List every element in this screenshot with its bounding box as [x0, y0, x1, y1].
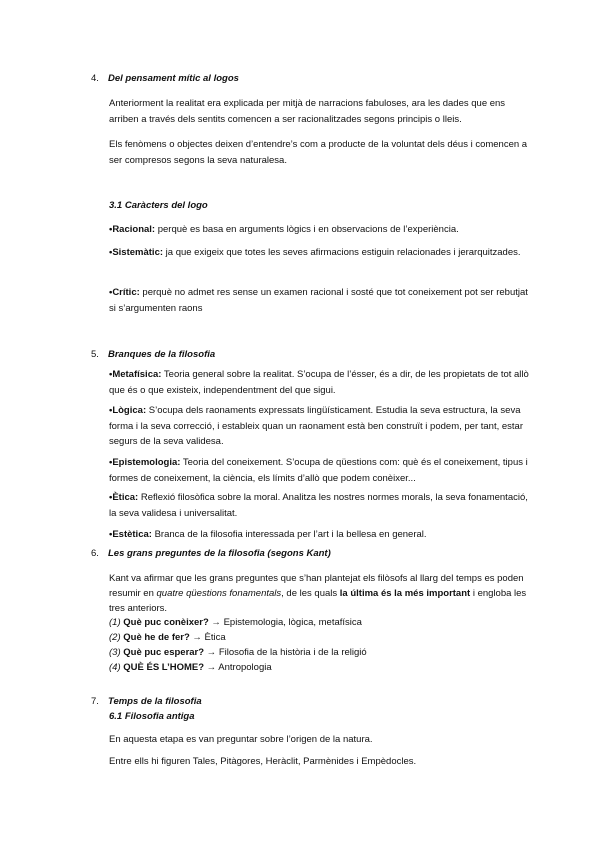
- section-6-heading: [91, 548, 331, 559]
- section-7-heading: [91, 696, 202, 707]
- item-label: •Crític:: [109, 287, 140, 298]
- item-text: perquè es basa en arguments lògics i en observacions de l’experiència.: [155, 224, 459, 235]
- question-text: QUÈ ÉS L’HOME?: [123, 662, 205, 673]
- section-number: 6.: [91, 548, 99, 559]
- section-title: Les grans preguntes de la filosofia (segons Kant): [108, 548, 331, 559]
- section-4-heading: [91, 73, 239, 84]
- question-number: (2): [109, 632, 121, 643]
- item-text: ja que exigeix que totes les seves afirmacions estiguin relacionades i jerarquitzades.: [163, 247, 521, 258]
- item-label: •Metafísica:: [109, 369, 162, 380]
- paragraph: En aquesta etapa es van preguntar sobre l’origen de la natura.: [109, 734, 373, 745]
- question-line: [109, 617, 362, 628]
- section-title: Del pensament mític al logos: [108, 73, 239, 84]
- question-answer: → Antropologia: [204, 662, 272, 673]
- question-text: Què puc conèixer?: [123, 617, 209, 628]
- item-text: Teoria general sobre la realitat. S’ocupa de l’ésser, és a dir, de les propietats de tot allò que és o que existeix, independentment del que sigui.: [109, 369, 529, 396]
- paragraph: Els fenòmens o objectes deixen d’entendre’s com a producte de la voluntat dels déus i comencen a ser compresos segons la seva naturalesa.: [109, 139, 528, 166]
- question-number: (3): [109, 647, 121, 658]
- paragraph: [109, 571, 529, 616]
- item-text: Teoria del coneixement. S’ocupa de qüestions com: què és el coneixement, tipus i formes de coneixement, la ciència, els límits d’allò que podem conèixer...: [109, 457, 528, 484]
- text-run: i engloba les tres anteriors.: [109, 588, 527, 614]
- item-label: •Sistemàtic:: [109, 247, 164, 258]
- subsection-heading: 3.1 Caràcters del logo: [109, 200, 208, 211]
- question-answer: → Ètica: [189, 632, 226, 643]
- section-number: 7.: [91, 696, 99, 707]
- question-text: Què he de fer?: [123, 632, 190, 643]
- item-label: •Estètica:: [109, 529, 152, 540]
- item-text: S’ocupa dels raonaments expressats lingüísticament. Estudia la seva estructura, la seva forma i la seva correcció, i estableix quan un raonament està ben construït i podem, per tant, estar segurs de la seva validesa.: [109, 405, 523, 447]
- question-line: [109, 662, 272, 673]
- item-label: •Racional:: [109, 224, 156, 235]
- section-number: 4.: [91, 73, 99, 84]
- section-number: 5.: [91, 349, 99, 360]
- subsection-heading: 6.1 Filosofia antiga: [109, 711, 195, 722]
- list-item: [109, 455, 529, 486]
- question-number: (1): [109, 617, 121, 628]
- paragraph: Anteriorment la realitat era explicada per mitjà de narracions fabuloses, ara les dades que ens arriben a través dels sentits comencen a ser racionalitzades segons principis o lleis.: [109, 98, 506, 125]
- item-label: •Lògica:: [109, 405, 147, 416]
- paragraph: Entre ells hi figuren Tales, Pitàgores, Heràclit, Parmènides i Empèdocles.: [109, 756, 417, 767]
- item-text: Reflexió filosòfica sobre la moral. Analitza les nostres normes morals, la seva fonamentació, la seva validesa i universalitat.: [109, 492, 528, 519]
- question-line: [109, 632, 226, 643]
- list-item: [109, 367, 529, 398]
- question-number: (4): [109, 662, 121, 673]
- list-item: [109, 245, 529, 261]
- section-5-heading: [91, 349, 215, 360]
- list-item: [109, 222, 529, 238]
- text-run-bold: la última és la més important: [339, 588, 471, 599]
- item-label: •Ètica:: [109, 492, 139, 503]
- item-text: perquè no admet res sense un examen racional i sosté que tot coneixement pot ser rebutjat si s’argumenten raons: [109, 287, 528, 314]
- section-title: Temps de la filosofia: [108, 696, 202, 707]
- item-text: Branca de la filosofia interessada per l’art i la bellesa en general.: [151, 529, 427, 540]
- list-item: [109, 285, 529, 316]
- item-label: •Epistemologia:: [109, 457, 181, 468]
- question-answer: → Epistemologia, lògica, metafísica: [208, 617, 362, 628]
- list-item: [109, 527, 529, 543]
- list-item: [109, 490, 529, 521]
- text-run: , de les quals: [281, 588, 340, 599]
- question-answer: → Filosofia de la història i de la religió: [204, 647, 367, 658]
- question-text: Què puc esperar?: [123, 647, 205, 658]
- text-run: Kant va afirmar que les grans preguntes que s’han plantejat els filòsofs al llarg del temps es poden resumir en: [109, 573, 524, 599]
- section-title: Branques de la filosofia: [108, 349, 216, 360]
- list-item: [109, 403, 529, 450]
- text-run-italic: quatre qüestions fonamentals: [156, 588, 282, 599]
- question-line: [109, 647, 367, 658]
